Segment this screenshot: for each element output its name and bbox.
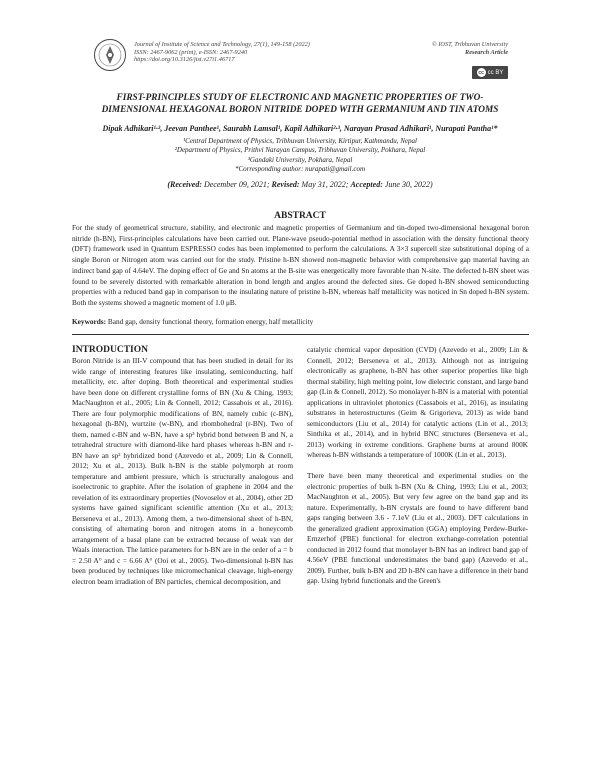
affiliation-2: ²Department of Physics, Prithvi Narayan Campus, Tribhuvan University, Pokhara, Nepal	[174, 146, 426, 155]
introduction-heading: INTRODUCTION	[72, 345, 149, 355]
revised-date: May 31, 2022;	[301, 180, 349, 189]
right-column	[307, 345, 528, 597]
author-list: Dipak Adhikari¹·³, Jeevan Panthee¹, Saurabh Lamsal¹, Kapil Adhikari²·³, Narayan Prasad Adhikari¹, Nurapati Pantha¹*	[102, 124, 498, 133]
cc-icon: cc	[478, 69, 484, 76]
journal-line-2: ISSN: 2467-9062 (print), e-ISSN: 2467-9240	[134, 48, 248, 56]
intro-paragraph-1: Boron Nitride is an III-V compound that has been studied in detail for its wide range of interesting features like insulating, semiconducting, half metallicity, etc. after doping. Both theoretical and experimental studies have been done on different crystalline forms of BN (Xu & Ching, 1993; MacNaughton et al., 2005; Lin & Connell, 2012; Cassabois et al., 2016). There are four polymorphic modifications of BN, namely cubic (c-BN), hexagonal (h-BN), wurtzite (w-BN), and rhombohedral (r-BN). Two of them, named c-BN and w-BN, have a sp³ hybrid bond between B and N, a tetrahedral structure with diamond-like hard phases whereas h-BN and r-BN have an sp² hybridized bond (Azevedo et al., 2009; Lin & Connell, 2012; Xu et al., 2013). Bulk h-BN is the stable polymorph at room temperature and ambient pressure, which is structurally analogous and isoelectronic to graphite. After the isolation of graphene in 2004 and the revelation of its extraordinary properties (Novoselov et al., 2004), other 2D systems have gained significant scientific attention (Xu et al., 2013; Berseneva et al., 2013). Among them, a two-dimensional sheet of h-BN, consisting of alternating boron and nitrogen atoms in a honeycomb arrangement of a basal plane can be extracted because of weak van der Waals interaction. The lattice parameters for h-BN are in the order of a = b = 2.50 A° and c = 6.66 A° (Ooi et al., 2005). Two-dimensional h-BN has been produced by techniques like micromechanical cleavage, high-energy electron beam irradiation of BN particles, chemical decomposition, and	[72, 356, 293, 586]
abstract-text: For the study of geometrical structure, stability, and electronic and magnetic properties of Germanium and tin-doped two-dimensional hexagonal boron nitride (h-BN), First-principles calculations have been carried out. Plane-wave pseudo-potential method in association with the density functional theory (DFT) framework used in Quantum ESPRESSO codes has been implemented to perform the calculations. A 3×3 supercell size substitutional doping of a single Boron or Nitrogen atom was carried out for the study. Pristine h-BN showed non-magnetic behavior with comprehensive gap material having an indirect band gap of 4.64eV. The doping effect of Ge and Sn atoms at the B-site was energetically more favorable than N-site. The defected h-BN sheet was found to be severely distorted with remarkable alteration in bond length and angles around the defected sites. Ge doped h-BN showed semiconducting properties with a reduced band gap in comparison to the insulating nature of pristine h-BN, whereas half metallicity was noticed in Sn doped h-BN system. Both the systems showed a magnetic moment of 1.0 μB.	[72, 223, 529, 307]
keywords-label: Keywords:	[72, 317, 107, 326]
accepted-date: June 30, 2022)	[384, 180, 433, 189]
abstract-heading: ABSTRACT	[274, 211, 326, 221]
license-badge[interactable]	[472, 66, 508, 79]
revised-label: Revised:	[271, 180, 300, 189]
received-date: December 09, 2021;	[204, 180, 270, 189]
copyright: © IOST, Tribhuvan University	[431, 41, 508, 48]
received-label: (Received:	[167, 180, 202, 189]
keywords	[72, 317, 529, 326]
intro-paragraph-3: There have been many theoretical and experimental studies on the electronic properties of bulk h-BN (Xu & Ching, 1993; Liu et al., 2003; MacNaughton et al., 2005). But very few agree on the band gap and its nature. Experimentally, h-BN crystals are found to have different band gaps ranging between 3.6 - 7.1eV (Liu et al., 2003). DFT calculations in the generalized gradient approximation (GGA) employing Perdew-Burke-Ernzerhof (PBE) functional for electron exchange-correlation potential conducted in 2012 found that monolayer h-BN has an indirect band gap of 4.56eV (PBE functional underestimates the band gap) (Azevedo et al., 2009). Further, bulk h-BN and 2D h-BN can have a difference in their band gap. Using hybrid functionals and the Green's	[307, 471, 528, 585]
article-type: Research Article	[465, 48, 508, 56]
license-text: cc BY	[487, 69, 504, 76]
journal-line-1: Journal of Institute of Science and Technology, 27(1), 149-158 (2022)	[134, 41, 310, 48]
article-title: FIRST-PRINCIPLES STUDY OF ELECTRONIC AND MAGNETIC PROPERTIES OF TWO-DIMENSIONAL HEXAGONAL BORON NITRIDE DOPED WITH GERMANIUM AND TIN ATOMS	[101, 93, 499, 115]
left-column	[72, 356, 293, 598]
affiliation-3: ³Gandaki University, Pokhara, Nepal	[247, 155, 353, 164]
separator-rule	[72, 334, 529, 335]
journal-info	[134, 41, 374, 64]
article-dates	[90, 180, 510, 189]
journal-doi[interactable]: https://doi.org/10.3126/jist.v27i1.46717	[134, 56, 235, 64]
intro-paragraph-2: catalytic chemical vapor deposition (CVD) (Azevedo et al., 2009; Lin & Connell, 2012; Berseneva et al., 2013). Although not as intriguing electronically as graphene, h-BN has other superior properties like high thermal stability, high melting point, low dielectric constant, and large band gap (Lin & Connell, 2012). So monolayer h-BN is a material with potential applications in ultraviolet photonics (Cassabois et al., 2016), as insulating substrates in heterostructures (Geim & Grigorieva, 2013) as wide band semiconductors (Liu et al., 2014) for catalytic actions (Lin et al., 2013; Sinthika et al., 2014), and in hybrid BNC structures (Berseneva et al., 2013) working in extreme conditions. Graphene burns at around 800K whereas h-BN withstands a temperature of 1000K (Lin et al., 2013).	[307, 345, 528, 459]
header-right	[380, 41, 508, 56]
affiliation-1: ¹Central Department of Physics, Tribhuvan University, Kirtipur, Kathmandu, Nepal	[183, 137, 417, 145]
affiliations	[90, 137, 510, 175]
corresponding-author: *Corresponding author: nurapati@gmail.com	[234, 165, 366, 174]
accepted-label: Accepted:	[350, 180, 383, 189]
journal-logo	[93, 38, 127, 72]
keywords-text: Band gap, density functional theory, formation energy, half metallicity	[107, 317, 314, 326]
